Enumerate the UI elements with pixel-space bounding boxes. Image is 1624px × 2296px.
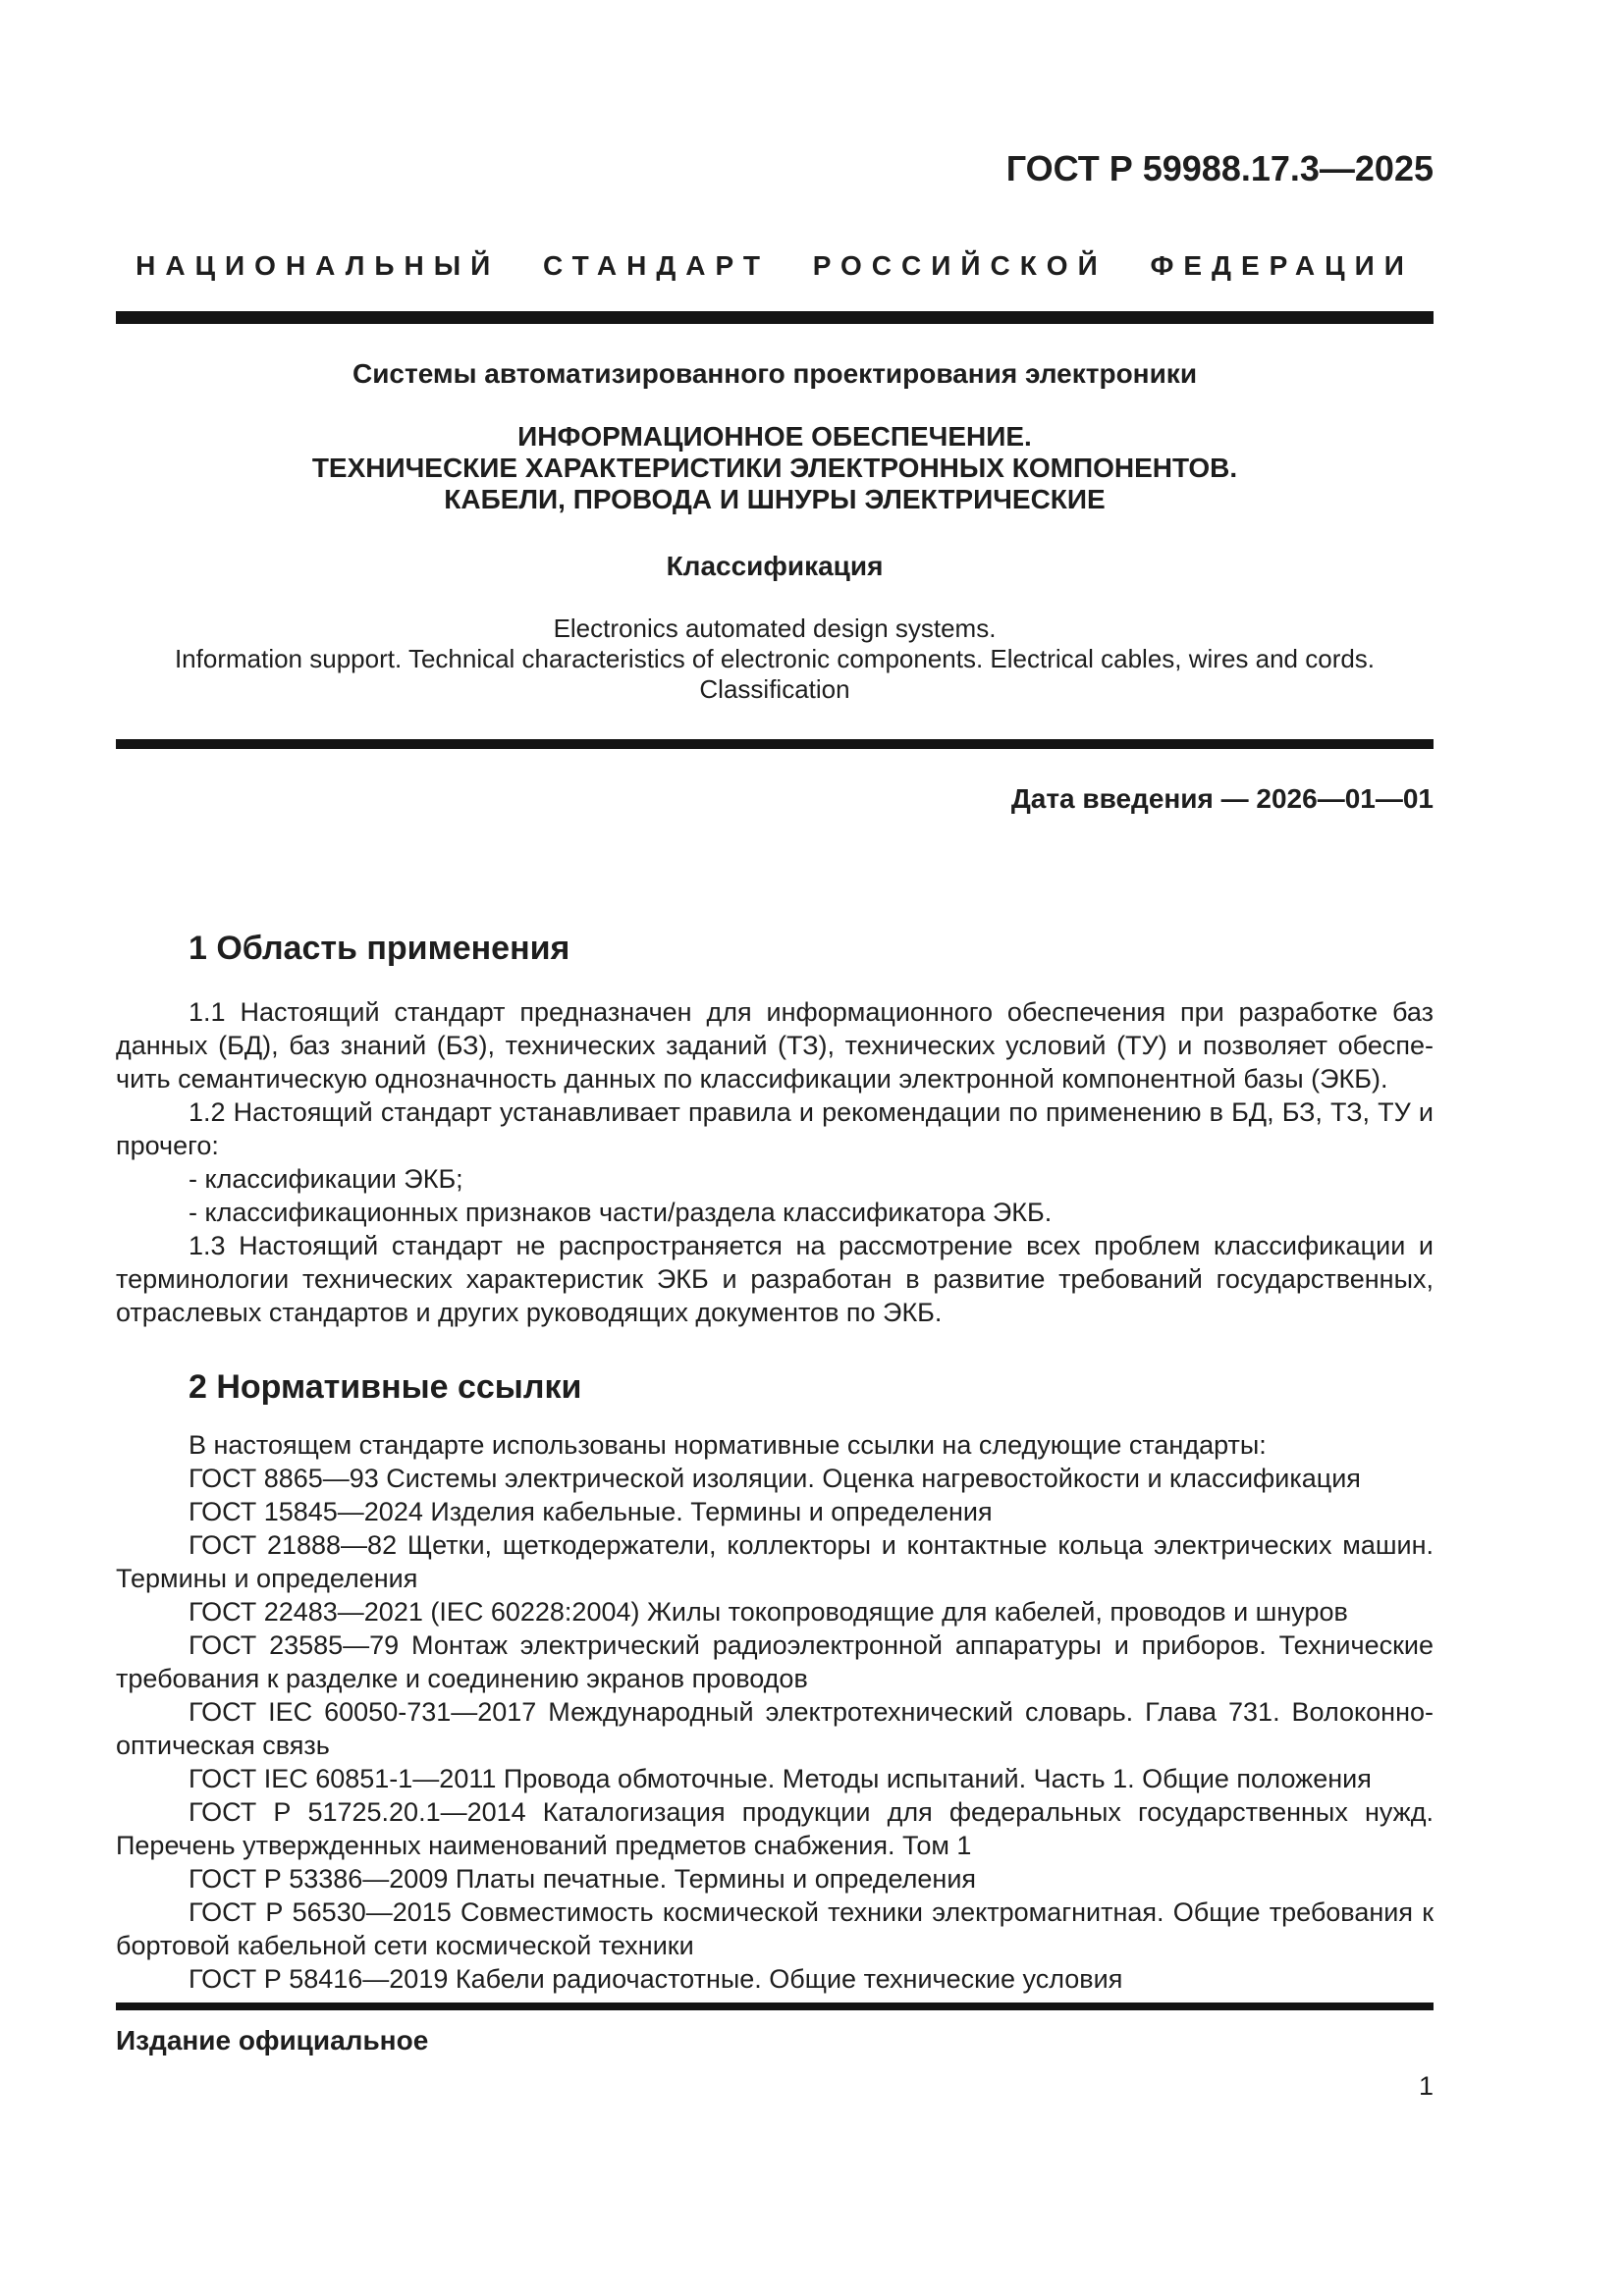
standard-reference: ГОСТ Р 56530—2015 Совместимость космической техники электромагнитная. Общие требования к бортовой кабельной сети космической техники [116,1897,1434,1961]
title-caps-line-3: КАБЕЛИ, ПРОВОДА И ШНУРЫ ЭЛЕКТРИЧЕСКИЕ [444,483,1106,514]
section-1-heading: 1 Область применения [189,929,570,967]
standard-reference: ГОСТ 8865—93 Системы электрической изоляции. Оценка нагревостойкости и классификация [189,1464,1361,1494]
edition-note: Издание официальное [116,2025,429,2056]
standard-reference: ГОСТ IEC 60851-1—2011 Провода обмоточные. Методы испытаний. Часть 1. Общие положения [189,1764,1372,1794]
section-2-heading: 2 Нормативные ссылки [189,1368,582,1407]
list-item-2: - классификационных признаков части/раздела классификатора ЭКБ. [189,1198,1053,1228]
standard-reference: ГОСТ 22483—2021 (IEC 60228:2004) Жилы токопроводящие для кабелей, проводов и шнуров [189,1597,1348,1628]
title-english-line-1: Electronics automated design systems. [553,613,997,643]
effective-date: Дата введения — 2026—01—01 [1010,782,1434,814]
title-caps-line-1: ИНФОРМАЦИОННОЕ ОБЕСПЕЧЕНИЕ. [517,420,1032,452]
standard-reference: ГОСТ 15845—2024 Изделия кабельные. Термины и определения [189,1497,993,1527]
page-number: 1 [1418,2071,1434,2101]
title-main [116,421,1434,515]
paragraph-1-2: 1.2 Настоящий стандарт устанавливает правила и рекомендации по применению в БД, БЗ, ТЗ, ТУ и прочего: [116,1097,1434,1161]
title-caps-line-2: ТЕХНИЧЕСКИЕ ХАРАКТЕРИСТИКИ ЭЛЕКТРОННЫХ КОМПОНЕНТОВ. [311,452,1238,483]
section-2-intro: В настоящем стандарте использованы нормативные ссылки на следующие стандарты: [189,1430,1267,1461]
top-rule [116,311,1434,324]
standard-reference: ГОСТ 21888—82 Щетки, щеткодержатели, коллекторы и контактные кольца электрических машин. Термины и определения [116,1530,1434,1594]
paragraph-1-1: 1.1 Настоящий стандарт предназначен для информационного обеспечения при разработке баз данных (БД), баз знаний (БЗ), технических заданий (ТЗ), технических условий (ТУ) и позволяет обеспечить семантическую однозначность данных по классификации электронной компонентной базы (ЭКБ). [116,997,1434,1095]
doc-number: ГОСТ Р 59988.17.3—2025 [1005,148,1434,188]
title-english [116,614,1434,705]
national-standard-banner: НАЦИОНАЛЬНЫЙ СТАНДАРТ РОССИЙСКОЙ ФЕДЕРАЦИИ [135,249,1414,281]
list-item-1: - классификации ЭКБ; [189,1164,463,1195]
title-subject: Системы автоматизированного проектирования электроники [352,358,1198,390]
mid-rule [116,739,1434,749]
standard-reference: ГОСТ 23585—79 Монтаж электрический радиоэлектронной аппаратуры и приборов. Технические требования к разделке и соединению экранов проводов [116,1630,1434,1694]
bottom-rule [116,2002,1434,2010]
title-subtitle: Классификация [666,550,884,581]
title-english-line-2: Information support. Technical characteristics of electronic components. Electrical cables, wires and cords. [174,643,1376,673]
title-english-line-3: Classification [699,673,850,704]
page-content [116,0,1434,1996]
standard-reference: ГОСТ IEC 60050-731—2017 Международный электротехнический словарь. Глава 731. Волоконно-оптическая связь [116,1697,1434,1761]
standard-reference: ГОСТ Р 51725.20.1—2014 Каталогизация продукции для федеральных государственных нужд. Перечень утвержденных наименований предметов снабжения. Том 1 [116,1797,1434,1861]
paragraph-1-3: 1.3 Настоящий стандарт не распространяется на рассмотрение всех проблем классификации и терминологии технических характеристик ЭКБ и разработан в развитие требований государственных, отраслевых стандартов и других руководящих документов по ЭКБ. [116,1231,1434,1328]
standard-reference: ГОСТ Р 53386—2009 Платы печатные. Термины и определения [189,1864,977,1895]
standard-reference: ГОСТ Р 58416—2019 Кабели радиочастотные. Общие технические условия [189,1964,1123,1995]
